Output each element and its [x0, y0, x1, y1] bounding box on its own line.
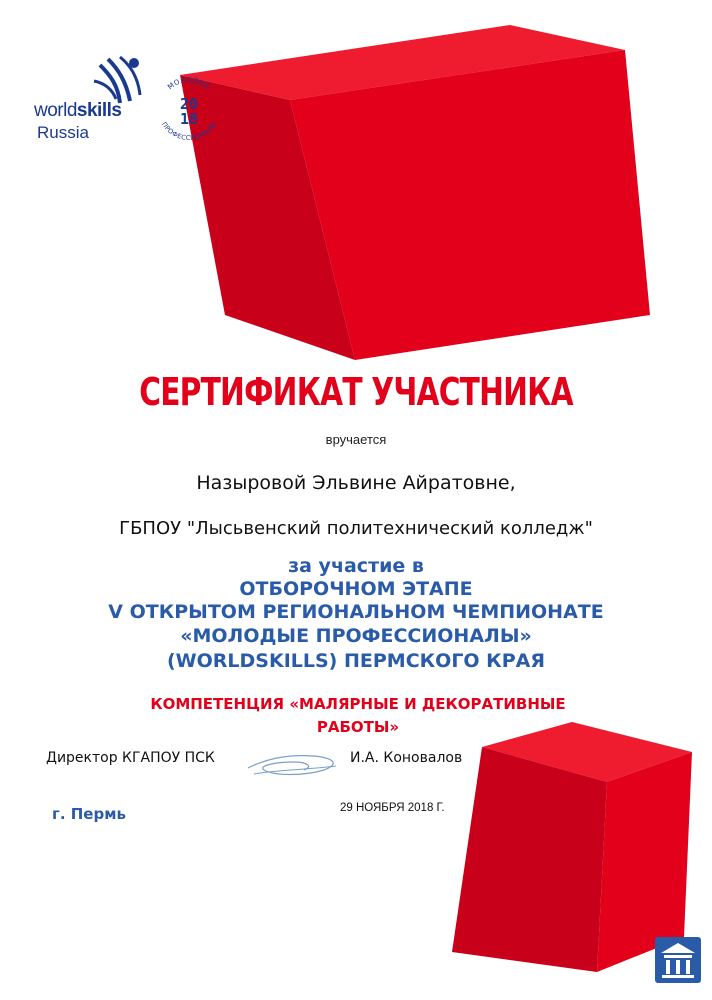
reason-line: «МОЛОДЫЕ ПРОФЕССИОНАЛЫ»	[180, 625, 532, 647]
molodye-arc-top: МОЛОДЫЕ	[166, 75, 212, 92]
certificate-title: СЕРТИФИКАТ УЧАСТНИКА	[139, 370, 573, 414]
competence-line: КОМПЕТЕНЦИЯ «МАЛЯРНЫЕ И ДЕКОРАТИВНЫЕ	[150, 695, 566, 713]
molodye-year-top: 20	[179, 95, 199, 113]
reason-line: (WORLDSKILLS) ПЕРМСКОГО КРАЯ	[167, 650, 545, 672]
worldskills-country: Russia	[37, 123, 89, 142]
svg-text:МОЛОДЫЕ	[166, 76, 212, 91]
college-building-logo-icon	[655, 937, 701, 983]
awarded-text: вручается	[325, 432, 387, 447]
molodye-arc-bottom: ПРОФЕССИОНАЛЫ	[159, 120, 219, 143]
director-label: Директор КГАПОУ ПСК	[46, 750, 215, 766]
reason-line: ОТБОРОЧНОМ ЭТАПЕ	[239, 578, 473, 600]
reason-line: за участие в	[288, 555, 424, 577]
worldskills-wordmark: worldskills	[34, 100, 122, 121]
worldskills-logo	[34, 55, 144, 145]
red-cube-small-graphic	[422, 722, 697, 972]
red-cube-graphic	[180, 25, 660, 360]
director-name: И.А. Коновалов	[350, 750, 463, 766]
recipient-name: Назыровой Эльвине Айратовне,	[196, 472, 516, 494]
institution-name: ГБПОУ "Лысьвенский политехнический колледж"	[119, 518, 593, 539]
competence-line: РАБОТЫ»	[316, 718, 400, 736]
reason-line: V ОТКРЫТОМ РЕГИОНАЛЬНОМ ЧЕМПИОНАТЕ	[108, 601, 604, 623]
molodye-professionaly-logo	[150, 70, 228, 148]
worldskills-figure-icon	[90, 55, 146, 105]
certificate-date: 29 НОЯБРЯ 2018 Г.	[340, 802, 445, 814]
signature-mark	[244, 740, 344, 782]
molodye-year-bottom: 18	[179, 110, 199, 128]
city-label: г. Пермь	[52, 805, 126, 823]
